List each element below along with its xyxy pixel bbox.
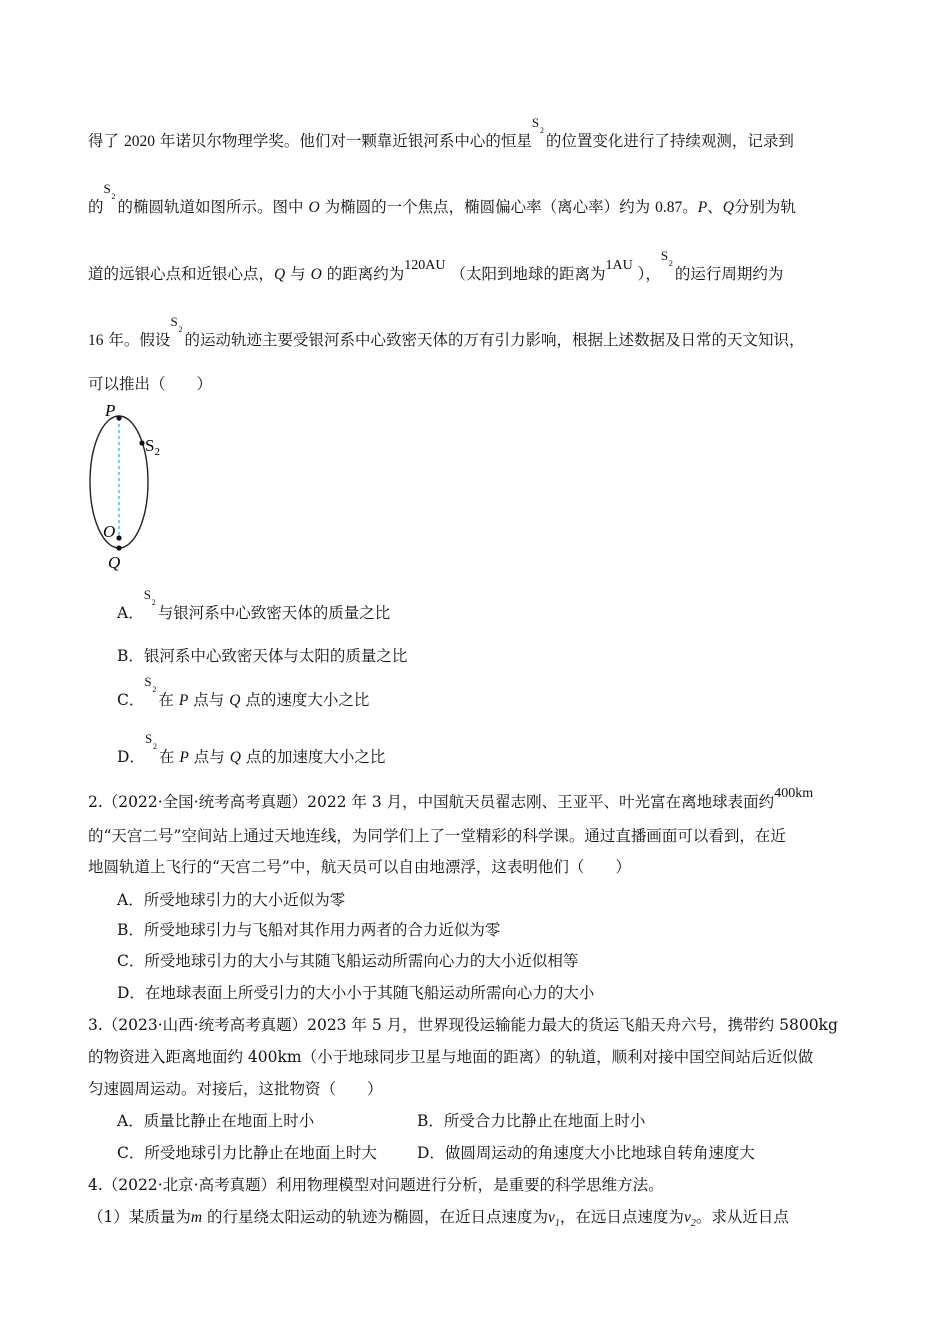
text: 道的远银心点和近银心点， (88, 265, 275, 283)
text: 的位置变化进行了持续观测，记录到 (545, 132, 794, 150)
distance-value: 120AU (404, 258, 446, 273)
var-v: v (548, 1209, 555, 1226)
q2-line-2: 的“天宫二号”空间站上通过天地连线，为同学们上了一堂精彩的科学课。通过直播画面可以看到，在近 (88, 827, 786, 845)
var-O: O (308, 199, 320, 216)
text: （太阳到地球的距离为 (450, 265, 606, 283)
q3-option-c[interactable]: C．所受地球引力比静止在地面上时大 (117, 1144, 377, 1162)
eccentricity: 0.87 (655, 199, 683, 216)
period-value: 16 (88, 332, 104, 349)
label-O: O (103, 522, 116, 541)
text: 得了 (88, 132, 124, 150)
label-P: P (105, 401, 116, 420)
q3-option-a[interactable]: A．质量比静止在地面上时小 (117, 1112, 315, 1130)
q3-line-1: 3.（2023·山西·统考高考真题）2023 年 5 月，世界现役运输能力最大的货运飞船天舟六号，携带约 5800kg (88, 1016, 838, 1034)
var-v: v (683, 1209, 691, 1226)
text: 的 (88, 198, 104, 216)
q1-option-a[interactable]: A． S 2 与银河系中心致密天体的质量之比 (117, 587, 391, 622)
q2-option-c[interactable]: C．所受地球引力的大小与其随飞船运动所需向心力的大小近似相等 (117, 952, 579, 970)
var-O: O (310, 266, 322, 283)
q2-option-d[interactable]: D．在地球表面上所受引力的大小小于其随飞船运动所需向心力的大小 (117, 984, 595, 1002)
text: 。 (682, 198, 698, 216)
q1-line-2 (88, 181, 796, 218)
q3-option-b[interactable]: B．所受合力比静止在地面上时小 (417, 1112, 646, 1130)
q4-line-2: （1）某质量为m 的行星绕太阳运动的轨迹为椭圆，在近日点速度为$v_1$，在远日点速度为$v_2$。求从近日点 (88, 1208, 789, 1230)
point-S2 (139, 440, 144, 445)
year: 2020 (123, 133, 155, 150)
text: 的运动轨迹主要受银河系中心致密天体的万有引力影响，根据上述数据及日常的天文知识， (184, 331, 805, 349)
text: 分别为轨 (733, 198, 796, 216)
distance-value: 400km (774, 786, 814, 801)
q2-line-3: 地圆轨道上飞行的“天宫二号”中，航天员可以自由地漂浮，这表明他们（ ） (88, 858, 631, 876)
s2-symbol: S 2 (531, 115, 544, 135)
q3-line-2: 的物资进入距离地面约 400km（小于地球同步卫星与地面的距离）的轨道，顺利对接中国空间站后近似做 (88, 1048, 814, 1066)
point-O (116, 535, 121, 540)
s2-symbol: S 2 (144, 731, 157, 751)
label-Q: Q (108, 553, 121, 572)
q3-option-d[interactable]: D．做圆周运动的角速度大小比地球自转角速度大 (417, 1144, 755, 1162)
s2-symbol: S 2 (143, 587, 156, 607)
q2-option-a[interactable]: A．所受地球引力的大小近似为零 (117, 891, 346, 909)
text: ）， (637, 265, 661, 283)
var-Q: Q (722, 199, 734, 216)
q1-option-b[interactable]: B．银河系中心致密天体与太阳的质量之比 (117, 647, 408, 665)
text: 的距离约为 (326, 265, 405, 283)
q2-option-b[interactable]: B．所受地球引力与飞船对其作用力两者的合力近似为零 (117, 921, 501, 939)
text: 、 (707, 198, 723, 216)
var-P: P (697, 199, 708, 216)
text: 的椭圆轨道如图所示。图中 (117, 198, 304, 216)
label-S2: $S_2$ (145, 436, 160, 458)
text: 的运行周期约为 (674, 265, 784, 283)
point-P (116, 415, 121, 420)
q3-line-3: 匀速圆周运动。对接后，这批物资（ ） (88, 1080, 383, 1098)
q1-option-d[interactable]: D． S 2 在 P 点与 Q 点的加速度大小之比 (117, 731, 386, 766)
s2-symbol: S 2 (103, 181, 116, 201)
q1-line-3 (88, 248, 784, 286)
q2-line-1: 2.（2022·全国·统考高考真题）2022 年 3 月，中国航天员翟志刚、王亚平、叶光富在离地球表面约400km (88, 786, 814, 811)
s2-symbol: S 2 (144, 674, 157, 694)
text: 为椭圆的一个焦点，椭圆偏心率（离心率）约为 (324, 198, 651, 216)
text: 年诺贝尔物理学奖。他们对一颗靠近银河系中心的恒星 (154, 132, 532, 150)
s2-symbol: S 2 (660, 248, 673, 268)
var-m: m (190, 1209, 203, 1226)
q4-line-1: 4.（2022·北京·高考真题）利用物理模型对问题进行分析，是重要的科学思维方法。 (88, 1176, 664, 1194)
s2-symbol: S 2 (170, 314, 183, 334)
q1-option-c[interactable]: C． S 2 在 P 点与 Q 点的速度大小之比 (117, 674, 370, 709)
q1-line-4 (88, 314, 805, 351)
orbit-figure (88, 398, 178, 578)
q1-line-5: 可以推出（ ） (88, 375, 213, 393)
point-Q (116, 545, 121, 550)
text: 与 (290, 265, 306, 283)
text: 年。假设 (103, 331, 171, 349)
q1-line-1 (88, 115, 794, 152)
au-value: 1AU (605, 258, 633, 273)
var-Q: Q (274, 266, 286, 283)
